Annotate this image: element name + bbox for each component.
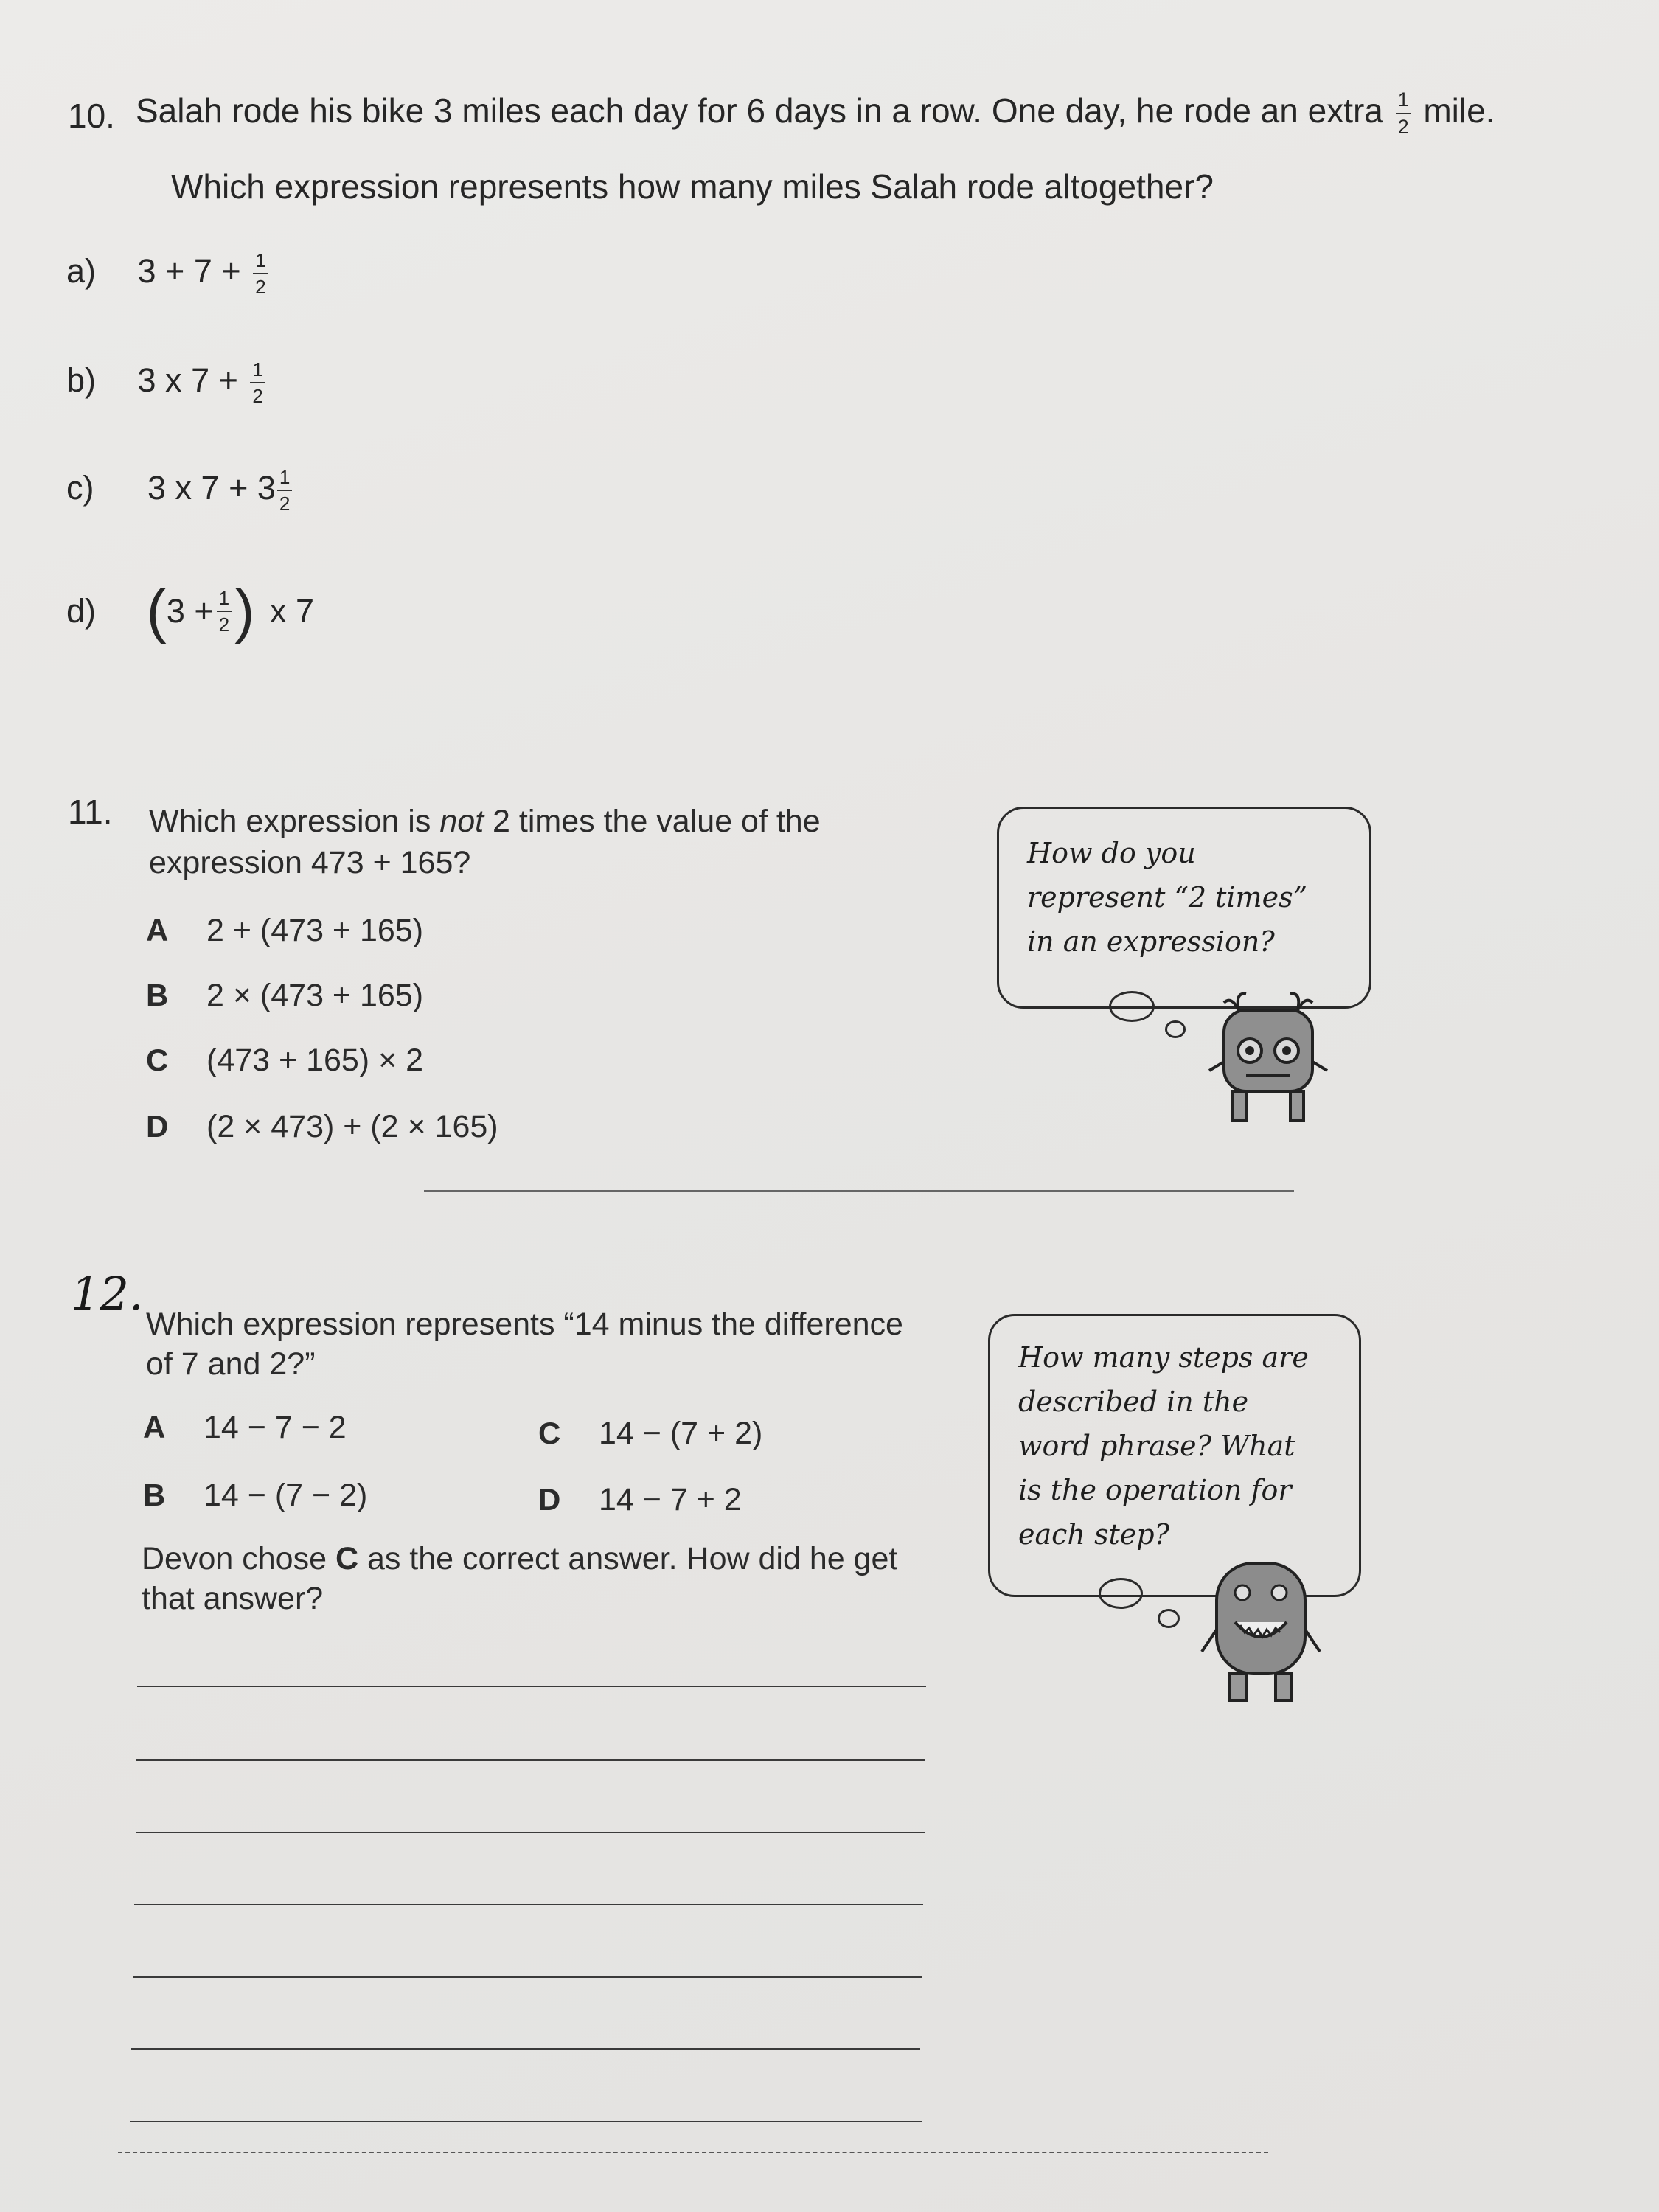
q12-option-a[interactable] [143, 1410, 347, 1446]
thought-dot-small [1165, 1020, 1186, 1038]
monster-illustration-2 [1194, 1556, 1327, 1711]
option-letter: A [146, 913, 169, 947]
option-letter: C [146, 1043, 169, 1077]
q12-followup-line1 [142, 1541, 897, 1577]
answer-line[interactable] [133, 1976, 922, 1978]
option-expression: 3 + 7 + [137, 251, 241, 290]
q11-stem-emphasis: not [439, 804, 484, 839]
close-parenthesis: ) [234, 577, 255, 644]
thought-dot-large [1109, 991, 1155, 1022]
fraction-denominator: 2 [252, 385, 263, 408]
q12-followup-line2: that answer? [142, 1581, 324, 1616]
q10-stem-line1 [136, 90, 1495, 136]
followup-post: as the correct answer. How did he get [358, 1541, 898, 1576]
option-text: 14 − (7 + 2) [599, 1416, 763, 1451]
half-fraction [217, 588, 232, 634]
bottom-dashed-line [118, 2152, 1268, 2153]
option-letter: D [538, 1482, 561, 1517]
option-text: 2 + (473 + 165) [206, 913, 424, 948]
fraction-denominator: 2 [218, 613, 230, 636]
q11-stem-pre: Which expression is [149, 804, 440, 839]
q12-hint-text [1018, 1335, 1309, 1557]
q11-stem-line1 [149, 804, 821, 840]
option-label: b) [66, 361, 97, 399]
fraction-denominator: 2 [1397, 115, 1409, 138]
hint-line: word phrase? What [1018, 1430, 1295, 1462]
option-text: 14 − 7 + 2 [599, 1482, 742, 1517]
answer-line[interactable] [130, 2121, 922, 2122]
q11-stem-line2: expression 473 + 165? [149, 845, 471, 880]
thought-dot-large [1099, 1578, 1143, 1609]
q10-stem-line2: Which expression represents how many miles Salah rode altogether? [171, 167, 1214, 206]
option-letter: A [143, 1410, 166, 1444]
q11-number: 11. [68, 793, 113, 831]
q11-option-a[interactable] [146, 913, 424, 949]
q11-hint-bubble [997, 807, 1371, 1009]
fraction-numerator: 1 [1396, 90, 1411, 114]
option-label: c) [66, 468, 94, 507]
fraction-numerator: 1 [253, 251, 268, 274]
q12-option-b[interactable] [143, 1478, 368, 1514]
fraction-numerator: 1 [217, 588, 232, 612]
q10-stem-tail: mile. [1423, 91, 1495, 130]
hint-line: described in the [1018, 1385, 1249, 1418]
monster-illustration-1 [1194, 981, 1342, 1135]
q10-option-b[interactable] [66, 360, 268, 406]
answer-line[interactable] [131, 2048, 920, 2050]
option-expression-inner: 3 + [166, 592, 214, 630]
q11-hint-text [1027, 831, 1307, 964]
option-text: (473 + 165) × 2 [206, 1043, 424, 1078]
half-fraction [1396, 90, 1411, 136]
q10-option-c[interactable] [66, 467, 295, 513]
option-text: (2 × 473) + (2 × 165) [206, 1109, 498, 1144]
q12-hint-bubble [988, 1314, 1361, 1597]
q11-stem-post: 2 times the value of the [484, 804, 821, 839]
q11-option-d[interactable] [146, 1109, 498, 1145]
thought-dot-small [1158, 1609, 1180, 1628]
option-text: 14 − 7 − 2 [204, 1410, 347, 1445]
hint-line: is the operation for [1018, 1474, 1292, 1506]
section-divider [424, 1190, 1294, 1192]
option-letter: C [538, 1416, 561, 1450]
open-parenthesis: ( [146, 577, 167, 644]
q10-number: 10. [68, 97, 115, 135]
option-text: 14 − (7 − 2) [204, 1478, 368, 1513]
option-text: 2 × (473 + 165) [206, 978, 424, 1013]
option-expression: 3 x 7 + [137, 361, 238, 399]
option-letter: B [143, 1478, 166, 1512]
option-expression: 3 x 7 + 3 [147, 468, 276, 507]
option-label: a) [66, 251, 97, 290]
q11-option-b[interactable] [146, 978, 424, 1014]
answer-line[interactable] [134, 1904, 923, 1905]
option-label: d) [66, 592, 97, 630]
q10-option-a[interactable] [66, 249, 271, 299]
half-fraction [250, 360, 265, 406]
q12-option-d[interactable] [538, 1482, 742, 1518]
q10-stem-text: Salah rode his bike 3 miles each day for 6 days in a row. One day, he rode an extra [136, 91, 1383, 130]
option-letter: B [146, 978, 169, 1012]
q12-stem-line1: Which expression represents “14 minus the difference [146, 1307, 903, 1342]
q12-stem-line2: of 7 and 2?” [146, 1346, 316, 1382]
answer-line[interactable] [137, 1686, 926, 1687]
hint-line: How do you [1027, 837, 1196, 869]
fraction-denominator: 2 [255, 276, 266, 299]
q10-option-d[interactable] [66, 577, 315, 644]
hint-line: How many steps are [1018, 1341, 1309, 1374]
fraction-numerator: 1 [250, 360, 265, 383]
q12-option-c[interactable] [538, 1416, 763, 1452]
fraction-denominator: 2 [279, 493, 291, 515]
answer-line[interactable] [136, 1832, 925, 1833]
followup-bold-answer: C [335, 1541, 358, 1576]
fraction-numerator: 1 [277, 467, 293, 491]
hint-line: represent “2 times” [1027, 881, 1307, 914]
hint-line: each step? [1018, 1518, 1169, 1551]
answer-line[interactable] [136, 1759, 925, 1761]
option-expression-tail: x 7 [270, 592, 315, 630]
option-letter: D [146, 1109, 169, 1144]
half-fraction [253, 249, 268, 299]
followup-pre: Devon chose [142, 1541, 335, 1576]
half-fraction [277, 467, 293, 513]
hint-line: in an expression? [1027, 925, 1275, 958]
q11-option-c[interactable] [146, 1043, 424, 1079]
q12-number-handwritten: 12. [71, 1267, 144, 1321]
